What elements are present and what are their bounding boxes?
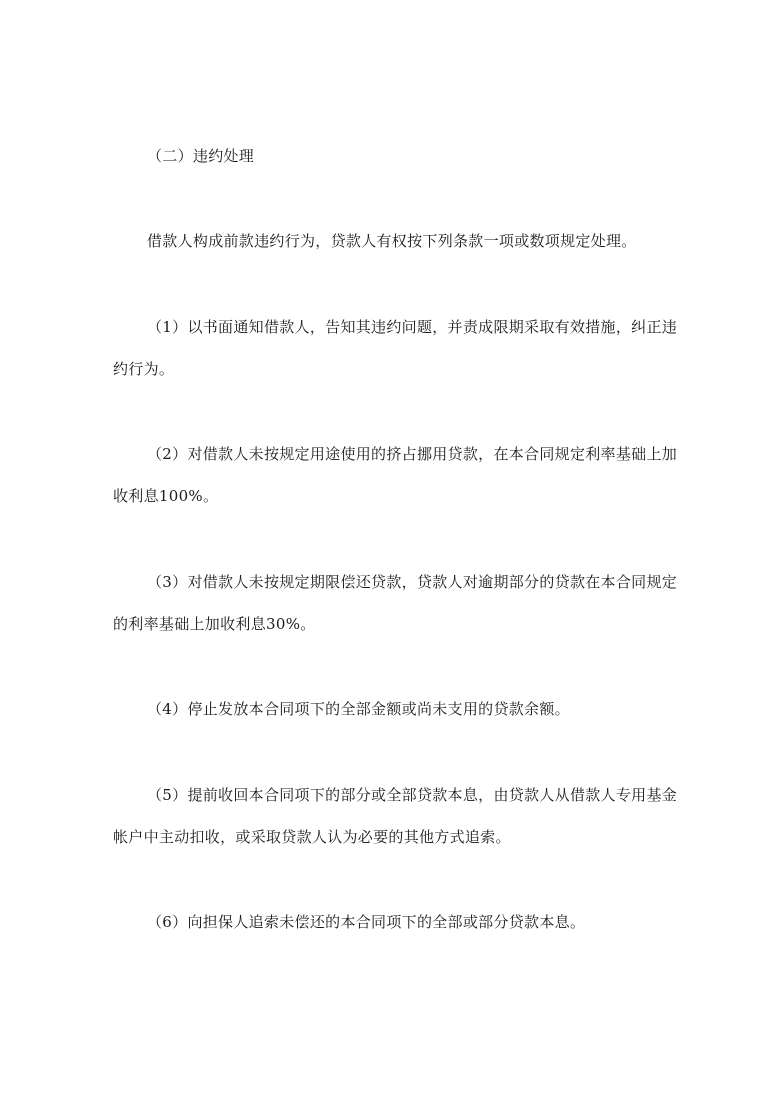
- intro-paragraph: 借款人构成前款违约行为，贷款人有权按下列条款一项或数项规定处理。: [147, 232, 637, 250]
- item-1-line-1: （1）以书面通知借款人，告知其违约问题，并责成限期采取有效措施，纠正违: [147, 318, 678, 336]
- item-6-line-1: （6）向担保人追索未偿还的本合同项下的全部或部分贷款本息。: [147, 913, 586, 931]
- item-2-line-2: 收利息100%。: [113, 487, 219, 505]
- item-3-line-1: （3）对借款人未按规定期限偿还贷款，贷款人对逾期部分的贷款在本合同规定: [147, 573, 678, 591]
- item-4-line-1: （4）停止发放本合同项下的全部金额或尚未支用的贷款余额。: [147, 700, 570, 718]
- section-heading: （二）违约处理: [147, 147, 255, 165]
- item-3-line-2: 的利率基础上加收利息30%。: [113, 615, 316, 633]
- item-2-line-1: （2）对借款人未按规定用途使用的挤占挪用贷款，在本合同规定利率基础上加: [147, 445, 678, 463]
- item-1-line-2: 约行为。: [113, 360, 175, 378]
- item-5-line-2: 帐户中主动扣收，或采取贷款人认为必要的其他方式追索。: [113, 828, 511, 846]
- item-5-line-1: （5）提前收回本合同项下的部分或全部贷款本息，由贷款人从借款人专用基金: [147, 786, 678, 804]
